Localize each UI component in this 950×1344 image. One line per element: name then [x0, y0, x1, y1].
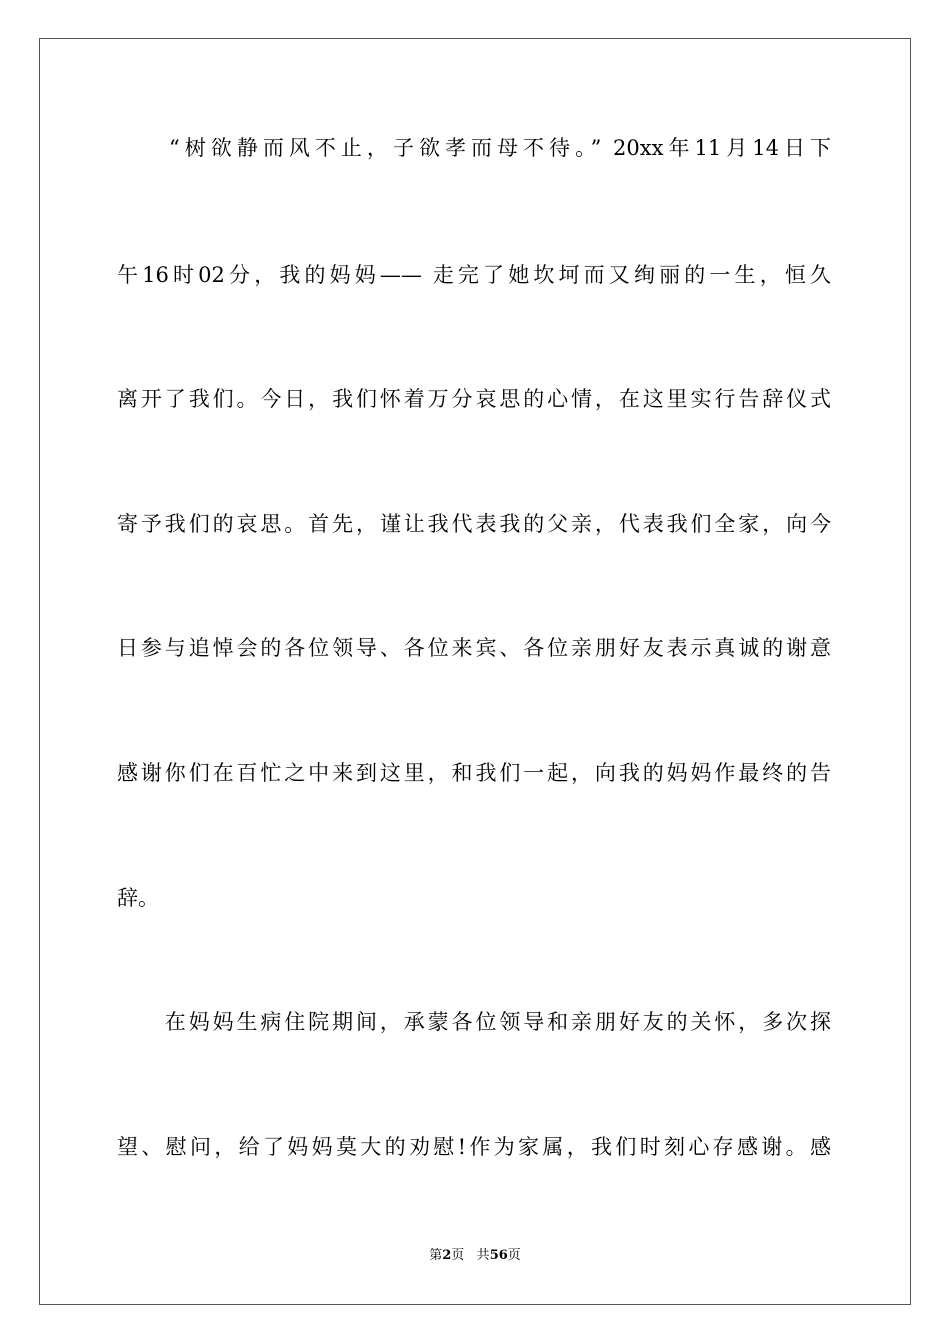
text-line-5: 日参与追悼会的各位领导、各位来宾、各位亲朋好友表示真诚的谢意: [117, 636, 831, 660]
text-line-7: 辞。: [117, 886, 159, 910]
text-line-9: 望、慰问，给了妈妈莫大的劝慰!作为家属，我们时刻心存感谢。感: [117, 1135, 831, 1159]
footer-total-pages: 56: [489, 1248, 508, 1263]
text-line-6: 感谢你们在百忙之中来到这里，和我们一起，向我的妈妈作最终的告: [117, 761, 831, 785]
footer-page-number: 2: [442, 1248, 452, 1263]
footer-page-prefix: 第: [429, 1248, 443, 1263]
page-footer: [0, 1247, 950, 1265]
footer-page-suffix: 页: [451, 1248, 465, 1263]
text-line-8: 在妈妈生病住院期间，承蒙各位领导和亲朋好友的关怀，多次探: [117, 1010, 831, 1034]
footer-total-prefix: 共: [476, 1248, 490, 1263]
text-line-4: 寄予我们的哀思。首先，谨让我代表我的父亲，代表我们全家，向今: [117, 512, 831, 536]
footer-total-suffix: 页: [507, 1248, 521, 1263]
text-line-1: “树欲静而风不止，子欲孝而母不待。” 20xx年11月14日下: [117, 136, 831, 160]
text-line-2: 午16时02分，我的妈妈—— 走完了她坎坷而又绚丽的一生，恒久: [117, 263, 831, 287]
page-border: [39, 38, 911, 1305]
text-line-3: 离开了我们。今日，我们怀着万分哀思的心情，在这里实行告辞仪式: [117, 387, 831, 411]
